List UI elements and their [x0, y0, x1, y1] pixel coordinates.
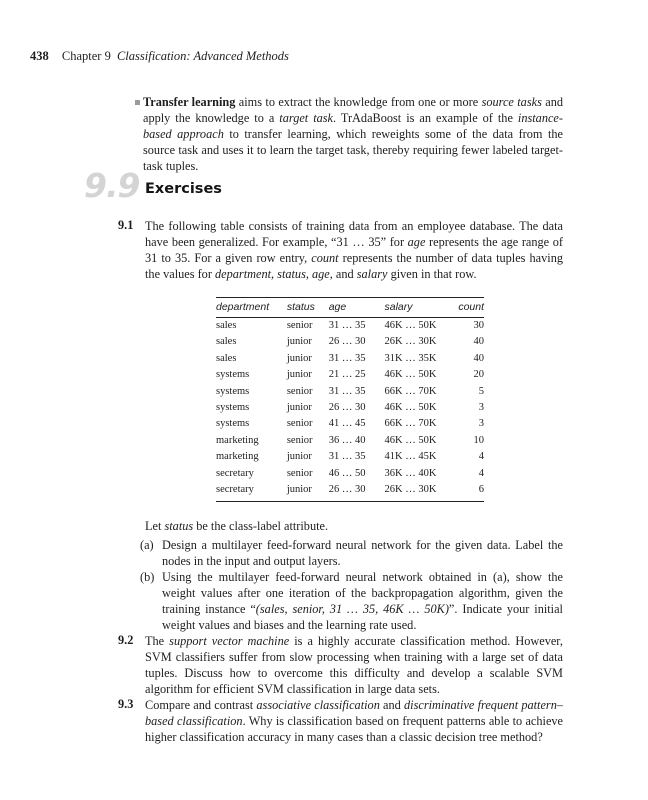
cell-status: junior — [286, 451, 312, 463]
cell-salary: 36K … 40K — [384, 467, 437, 479]
part-a-text: Design a multilayer feed-forward neural network for the given data. Label the nodes in the input and output layers. — [162, 538, 563, 568]
cell-department: systems — [216, 402, 250, 414]
cell-count: 3 — [478, 418, 484, 430]
table-row — [216, 433, 484, 449]
bullet-target-task: target task — [279, 111, 334, 125]
table-row — [216, 449, 484, 465]
table-row — [216, 416, 484, 432]
cell-department: secretary — [216, 467, 254, 479]
cell-age: 26 … 30 — [329, 482, 385, 502]
cell-department: systems — [216, 385, 250, 397]
cell-salary: 46K … 50K — [384, 434, 437, 446]
exercise-part-a — [140, 537, 563, 569]
ex-term-count: count — [311, 251, 339, 265]
cell-salary: 31K … 35K — [384, 352, 437, 364]
cell-count: 5 — [478, 385, 484, 397]
cell-count: 30 — [473, 320, 484, 331]
cell-department: secretary — [216, 482, 287, 502]
part-b-text: ”. Indicate your initial weight values and biases and the learning rate used. — [162, 602, 563, 632]
employee-table — [216, 297, 484, 502]
cell-status: junior — [286, 336, 312, 348]
bullet-square-icon — [135, 100, 140, 105]
cell-age: 31 … 35 — [328, 320, 366, 331]
cell-department: sales — [216, 352, 237, 364]
cell-age: 26 … 30 — [328, 336, 366, 348]
cell-age: 31 … 35 — [328, 352, 366, 364]
cell-count: 4 — [478, 467, 484, 479]
exercise-number: 9.3 — [118, 697, 134, 711]
cell-age: 26 … 30 — [328, 402, 366, 414]
transfer-learning-bullet — [143, 94, 563, 174]
cell-salary: 66K … 70K — [384, 418, 437, 430]
chapter-title: Classification: Advanced Methods — [116, 49, 289, 63]
col-header-count: count — [458, 298, 484, 318]
cell-status: junior — [286, 402, 312, 414]
table-row — [216, 384, 484, 400]
cell-department: marketing — [216, 434, 259, 446]
part-b-label: (b) — [140, 570, 155, 584]
ex-text: and — [332, 267, 357, 281]
exercise-number: 9.2 — [118, 633, 134, 647]
part-b-text: Using the multilayer feed-forward neural network obtained in (a), show the weight values after one iteration of the backpropagation algorithm, given the training instance “ — [162, 570, 563, 616]
col-header-status: status — [287, 298, 329, 318]
cell-salary: 46K … 50K — [384, 369, 437, 381]
ex-term-age: age — [407, 235, 426, 249]
cell-age: 31 … 35 — [328, 451, 366, 463]
table-row — [216, 482, 484, 502]
part-b-instance: (sales, senior, 31 … 35, 46K … 50K) — [255, 602, 449, 616]
bullet-source-tasks: source tasks — [481, 95, 542, 109]
cell-age: 46 … 50 — [328, 467, 366, 479]
cell-count: 40 — [473, 336, 484, 348]
cell-salary: 46K … 50K — [384, 320, 437, 331]
bullet-text: aims to extract the knowledge from one or more — [235, 95, 482, 109]
ex-term-svm: support vector machine — [169, 634, 290, 648]
cell-count: 3 — [478, 402, 484, 414]
note-term-status: status — [164, 519, 194, 533]
exercise-9-2-text — [145, 633, 563, 697]
section-title: Exercises — [145, 181, 222, 197]
ex-text: and — [379, 698, 405, 712]
section-number: 9.9 — [84, 166, 140, 205]
running-header — [30, 49, 289, 64]
ex-text: is a highly accurate classification method. However, SVM classifiers suffer from slow processing when training with a large set of data tuples. Discuss how to overcome this difficulty and develop a scalable SVM algorithm for efficient SVM classification in large data sets. — [145, 634, 563, 696]
table-row — [216, 400, 484, 416]
cell-status: senior — [286, 320, 313, 331]
bullet-text: and apply the knowledge to a — [143, 95, 563, 125]
ex-text: Compare and contrast — [145, 698, 257, 712]
bullet-text: . TrAdaBoost is an example of the — [333, 111, 518, 125]
note-text: Let — [145, 519, 165, 533]
table-row — [216, 318, 484, 335]
table-row — [216, 351, 484, 367]
col-header-department: department — [216, 298, 287, 318]
cell-status: senior — [286, 434, 313, 446]
cell-count: 4 — [478, 451, 484, 463]
cell-status: senior — [286, 418, 313, 430]
cell-count: 20 — [473, 369, 484, 381]
cell-salary: 26K … 30K — [385, 482, 459, 502]
exercise-number: 9.1 — [118, 218, 134, 232]
cell-department: marketing — [216, 451, 259, 463]
cell-department: sales — [216, 336, 237, 348]
ex-text: represents the age range of 31 to 35. For a given row entry, — [145, 235, 563, 265]
cell-status: junior — [286, 352, 312, 364]
cell-salary: 41K … 45K — [384, 451, 437, 463]
cell-age: 21 … 25 — [328, 369, 366, 381]
cell-salary: 66K … 70K — [384, 385, 437, 397]
table-row — [216, 367, 484, 383]
ex-term-discriminative: discriminative frequent pattern–based classification — [145, 698, 564, 728]
table-row — [216, 466, 484, 482]
cell-status: senior — [286, 467, 313, 479]
ex-term-associative: associative classification — [256, 698, 380, 712]
cell-age: 36 … 40 — [328, 434, 366, 446]
employee-table-wrap — [216, 297, 484, 502]
ex-text: . Why is classification based on frequent patterns able to achieve higher classification accuracy in many cases than a classic decision tree method? — [145, 714, 564, 744]
table-body — [216, 318, 484, 502]
cell-status: senior — [286, 385, 313, 397]
table-header-row — [216, 298, 484, 318]
cell-age: 41 … 45 — [328, 418, 366, 430]
exercise-9-1-text — [145, 218, 563, 282]
cell-department: sales — [216, 320, 237, 331]
cell-age: 31 … 35 — [328, 385, 366, 397]
cell-count: 10 — [473, 434, 484, 446]
ex-text: The — [145, 634, 170, 648]
chapter-label: Chapter 9 — [61, 49, 111, 63]
bullet-term: Transfer learning — [143, 95, 236, 109]
exercise-part-b — [140, 569, 563, 633]
ex-term-fields: department, status, age, — [215, 267, 333, 281]
page-number: 438 — [30, 49, 49, 63]
class-label-note — [145, 518, 328, 534]
bullet-text: to transfer learning, which reweights some of the data from the source task and uses it to learn the target task, thereby requiring fewer labeled target-task tuples. — [143, 127, 563, 173]
ex-term-salary: salary — [356, 267, 388, 281]
cell-count: 40 — [473, 352, 484, 364]
ex-text: The following table consists of training data from an employee database. The data have been generalized. For example, “31 … 35” for — [145, 219, 563, 249]
note-text: be the class-label attribute. — [193, 519, 329, 533]
cell-salary: 46K … 50K — [384, 402, 437, 414]
cell-department: systems — [216, 369, 250, 381]
cell-count: 6 — [458, 482, 484, 502]
cell-department: systems — [216, 418, 250, 430]
table-row — [216, 334, 484, 350]
col-header-age: age — [329, 298, 385, 318]
ex-text: represents the number of data tuples having the values for — [145, 251, 563, 281]
cell-salary: 26K … 30K — [384, 336, 437, 348]
col-header-salary: salary — [385, 298, 459, 318]
part-a-label: (a) — [140, 538, 154, 552]
cell-status: junior — [287, 482, 329, 502]
ex-text: given in that row. — [387, 267, 477, 281]
bullet-instance-based: instance-based approach — [143, 111, 563, 141]
exercise-9-3-text — [145, 697, 563, 745]
cell-status: junior — [286, 369, 312, 381]
